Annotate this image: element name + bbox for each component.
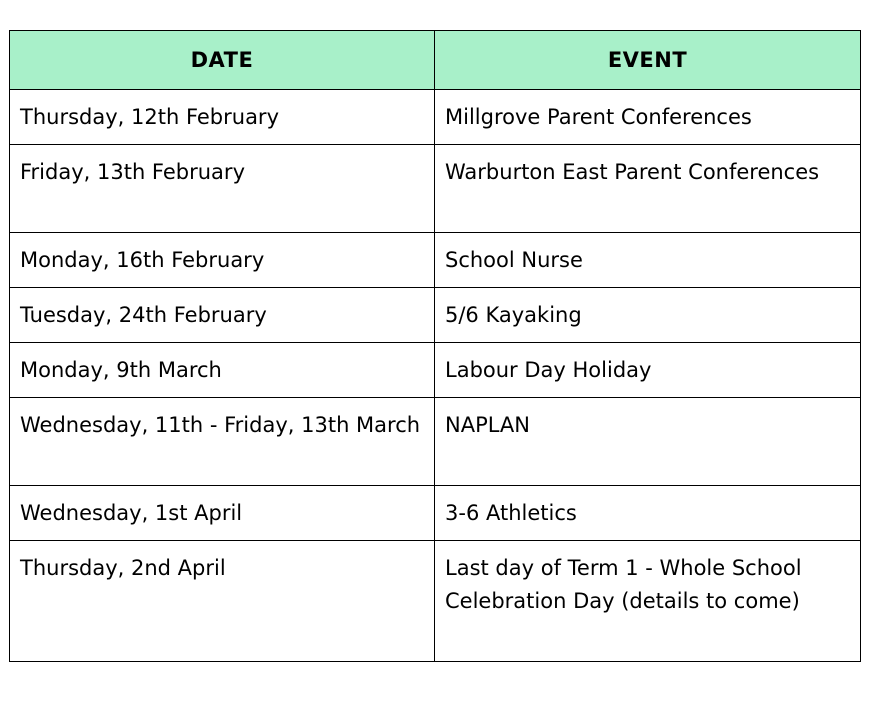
date-cell: Tuesday, 24th February: [10, 288, 435, 343]
date-cell: Thursday, 12th February: [10, 90, 435, 145]
event-cell: Millgrove Parent Conferences: [435, 90, 861, 145]
date-cell: Wednesday, 1st April: [10, 486, 435, 541]
events-table: [9, 30, 861, 662]
event-cell: NAPLAN: [435, 398, 861, 486]
event-cell: 3-6 Athletics: [435, 486, 861, 541]
table-row: [10, 486, 861, 541]
table-row: [10, 145, 861, 233]
table-row: [10, 90, 861, 145]
table-row: [10, 398, 861, 486]
table-body: [10, 90, 861, 662]
date-cell: Friday, 13th February: [10, 145, 435, 233]
date-cell: Thursday, 2nd April: [10, 541, 435, 662]
event-cell: Labour Day Holiday: [435, 343, 861, 398]
date-cell: Monday, 9th March: [10, 343, 435, 398]
event-cell: 5/6 Kayaking: [435, 288, 861, 343]
header-row: [10, 31, 861, 90]
table-row: [10, 541, 861, 662]
event-cell: Warburton East Parent Conferences: [435, 145, 861, 233]
date-column-header: DATE: [10, 31, 435, 90]
event-column-header: EVENT: [435, 31, 861, 90]
date-cell: Monday, 16th February: [10, 233, 435, 288]
event-cell: Last day of Term 1 - Whole School Celebration Day (details to come): [435, 541, 861, 662]
table-header: [10, 31, 861, 90]
table-row: [10, 288, 861, 343]
events-table-container: [9, 30, 860, 662]
table-row: [10, 343, 861, 398]
event-cell: School Nurse: [435, 233, 861, 288]
date-cell: Wednesday, 11th - Friday, 13th March: [10, 398, 435, 486]
table-row: [10, 233, 861, 288]
